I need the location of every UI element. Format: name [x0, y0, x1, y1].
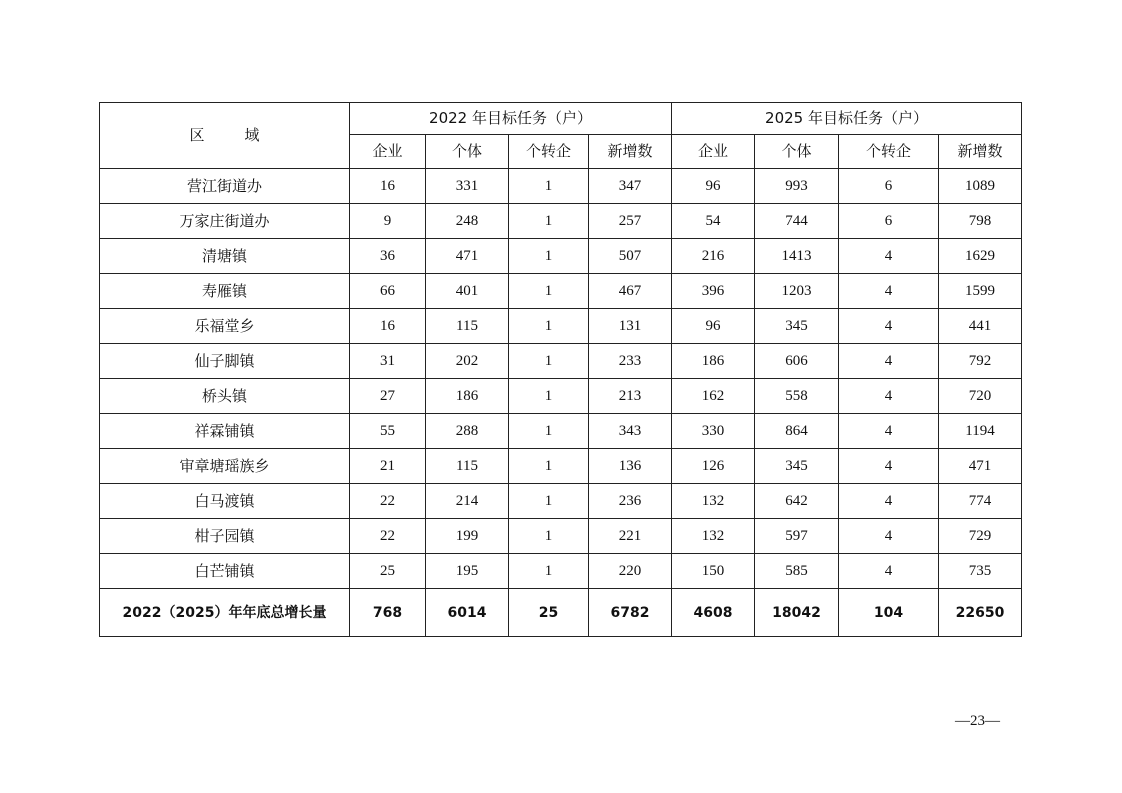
cell-2022-individual: 115 — [426, 449, 509, 484]
cell-2025-converted: 4 — [839, 519, 939, 554]
cell-2022-enterprise: 22 — [350, 519, 426, 554]
total-2022-new-total: 6782 — [589, 589, 672, 637]
table-row — [100, 169, 1022, 204]
cell-2022-individual: 401 — [426, 274, 509, 309]
cell-2022-individual: 331 — [426, 169, 509, 204]
column-header-2022-new-total: 新增数 — [589, 135, 672, 169]
cell-2025-new-total: 471 — [939, 449, 1022, 484]
cell-2025-converted: 4 — [839, 309, 939, 344]
cell-2025-new-total: 441 — [939, 309, 1022, 344]
total-2022-individual: 6014 — [426, 589, 509, 637]
cell-2022-individual: 471 — [426, 239, 509, 274]
cell-2025-new-total: 792 — [939, 344, 1022, 379]
cell-2025-enterprise: 126 — [672, 449, 755, 484]
table-row — [100, 344, 1022, 379]
column-header-2022-individual: 个体 — [426, 135, 509, 169]
cell-2025-individual: 1413 — [755, 239, 839, 274]
column-header-2022-converted: 个转企 — [509, 135, 589, 169]
column-header-2025-new-total: 新增数 — [939, 135, 1022, 169]
cell-2022-new-total: 236 — [589, 484, 672, 519]
cell-2025-converted: 4 — [839, 554, 939, 589]
cell-2022-individual: 248 — [426, 204, 509, 239]
cell-2022-individual: 199 — [426, 519, 509, 554]
region-cell: 仙子脚镇 — [100, 344, 350, 379]
cell-2025-individual: 597 — [755, 519, 839, 554]
cell-2025-individual: 585 — [755, 554, 839, 589]
total-label: 2022（2025）年年底总增长量 — [100, 589, 350, 637]
page-number: —23— — [955, 713, 1000, 729]
cell-2025-individual: 993 — [755, 169, 839, 204]
cell-2022-converted: 1 — [509, 169, 589, 204]
cell-2022-converted: 1 — [509, 414, 589, 449]
cell-2022-enterprise: 36 — [350, 239, 426, 274]
cell-2022-enterprise: 21 — [350, 449, 426, 484]
target-task-table — [99, 102, 1022, 637]
region-cell: 审章塘瑶族乡 — [100, 449, 350, 484]
cell-2022-converted: 1 — [509, 204, 589, 239]
cell-2025-converted: 4 — [839, 449, 939, 484]
cell-2022-new-total: 220 — [589, 554, 672, 589]
cell-2025-enterprise: 150 — [672, 554, 755, 589]
cell-2022-individual: 186 — [426, 379, 509, 414]
table-row — [100, 554, 1022, 589]
cell-2025-new-total: 720 — [939, 379, 1022, 414]
header-row-groups — [100, 103, 1022, 135]
region-header-char-1: 区 — [189, 126, 205, 144]
cell-2025-new-total: 798 — [939, 204, 1022, 239]
cell-2022-enterprise: 55 — [350, 414, 426, 449]
cell-2025-converted: 4 — [839, 344, 939, 379]
cell-2025-converted: 4 — [839, 484, 939, 519]
total-2025-converted: 104 — [839, 589, 939, 637]
cell-2022-converted: 1 — [509, 274, 589, 309]
group-header-2025: 2025 年目标任务（户） — [672, 103, 1022, 135]
region-cell: 白马渡镇 — [100, 484, 350, 519]
cell-2025-converted: 4 — [839, 274, 939, 309]
cell-2022-new-total: 233 — [589, 344, 672, 379]
cell-2022-new-total: 507 — [589, 239, 672, 274]
cell-2025-converted: 6 — [839, 204, 939, 239]
cell-2022-new-total: 221 — [589, 519, 672, 554]
region-cell: 营江街道办 — [100, 169, 350, 204]
cell-2025-individual: 1203 — [755, 274, 839, 309]
cell-2022-enterprise: 27 — [350, 379, 426, 414]
cell-2025-enterprise: 396 — [672, 274, 755, 309]
cell-2025-new-total: 1194 — [939, 414, 1022, 449]
cell-2025-new-total: 1629 — [939, 239, 1022, 274]
total-2025-individual: 18042 — [755, 589, 839, 637]
table-row — [100, 484, 1022, 519]
cell-2022-converted: 1 — [509, 239, 589, 274]
cell-2025-enterprise: 96 — [672, 169, 755, 204]
cell-2022-converted: 1 — [509, 484, 589, 519]
table-row — [100, 379, 1022, 414]
table-row — [100, 274, 1022, 309]
table-row — [100, 204, 1022, 239]
total-2025-new-total: 22650 — [939, 589, 1022, 637]
table-body — [100, 169, 1022, 637]
group-header-2022: 2022 年目标任务（户） — [350, 103, 672, 135]
cell-2022-new-total: 213 — [589, 379, 672, 414]
cell-2022-enterprise: 22 — [350, 484, 426, 519]
cell-2025-converted: 4 — [839, 379, 939, 414]
cell-2022-enterprise: 25 — [350, 554, 426, 589]
cell-2025-individual: 864 — [755, 414, 839, 449]
column-header-2025-converted: 个转企 — [839, 135, 939, 169]
cell-2022-converted: 1 — [509, 379, 589, 414]
column-header-2025-individual: 个体 — [755, 135, 839, 169]
region-cell: 柑子园镇 — [100, 519, 350, 554]
table-row — [100, 309, 1022, 344]
column-header-2025-enterprise: 企业 — [672, 135, 755, 169]
region-cell: 祥霖铺镇 — [100, 414, 350, 449]
table-row — [100, 519, 1022, 554]
region-header-char-2: 域 — [244, 126, 260, 144]
cell-2022-new-total: 347 — [589, 169, 672, 204]
cell-2025-enterprise: 54 — [672, 204, 755, 239]
cell-2025-enterprise: 96 — [672, 309, 755, 344]
cell-2022-individual: 202 — [426, 344, 509, 379]
cell-2022-new-total: 257 — [589, 204, 672, 239]
cell-2025-converted: 6 — [839, 169, 939, 204]
cell-2025-individual: 642 — [755, 484, 839, 519]
cell-2025-individual: 558 — [755, 379, 839, 414]
cell-2022-new-total: 136 — [589, 449, 672, 484]
cell-2022-individual: 214 — [426, 484, 509, 519]
cell-2025-converted: 4 — [839, 414, 939, 449]
cell-2022-enterprise: 16 — [350, 309, 426, 344]
cell-2022-individual: 288 — [426, 414, 509, 449]
cell-2022-enterprise: 31 — [350, 344, 426, 379]
total-2022-enterprise: 768 — [350, 589, 426, 637]
cell-2022-converted: 1 — [509, 344, 589, 379]
region-cell: 乐福堂乡 — [100, 309, 350, 344]
cell-2025-enterprise: 132 — [672, 519, 755, 554]
cell-2022-converted: 1 — [509, 519, 589, 554]
cell-2025-new-total: 735 — [939, 554, 1022, 589]
cell-2025-individual: 345 — [755, 449, 839, 484]
cell-2022-converted: 1 — [509, 554, 589, 589]
cell-2025-enterprise: 216 — [672, 239, 755, 274]
cell-2025-enterprise: 162 — [672, 379, 755, 414]
region-cell: 寿雁镇 — [100, 274, 350, 309]
cell-2025-individual: 744 — [755, 204, 839, 239]
cell-2022-individual: 115 — [426, 309, 509, 344]
cell-2022-new-total: 131 — [589, 309, 672, 344]
region-cell: 白芒铺镇 — [100, 554, 350, 589]
cell-2025-individual: 345 — [755, 309, 839, 344]
cell-2025-enterprise: 186 — [672, 344, 755, 379]
column-header-2022-enterprise: 企业 — [350, 135, 426, 169]
cell-2022-enterprise: 16 — [350, 169, 426, 204]
cell-2022-new-total: 343 — [589, 414, 672, 449]
cell-2025-enterprise: 330 — [672, 414, 755, 449]
region-cell: 清塘镇 — [100, 239, 350, 274]
cell-2025-new-total: 774 — [939, 484, 1022, 519]
cell-2025-new-total: 1089 — [939, 169, 1022, 204]
cell-2022-converted: 1 — [509, 309, 589, 344]
cell-2025-new-total: 729 — [939, 519, 1022, 554]
region-cell: 万家庄街道办 — [100, 204, 350, 239]
table-row — [100, 449, 1022, 484]
table-row — [100, 239, 1022, 274]
cell-2022-enterprise: 66 — [350, 274, 426, 309]
cell-2022-enterprise: 9 — [350, 204, 426, 239]
region-header — [100, 103, 350, 169]
total-row — [100, 589, 1022, 637]
cell-2022-individual: 195 — [426, 554, 509, 589]
region-cell: 桥头镇 — [100, 379, 350, 414]
cell-2025-individual: 606 — [755, 344, 839, 379]
cell-2025-enterprise: 132 — [672, 484, 755, 519]
cell-2022-new-total: 467 — [589, 274, 672, 309]
table-row — [100, 414, 1022, 449]
cell-2025-converted: 4 — [839, 239, 939, 274]
total-2022-converted: 25 — [509, 589, 589, 637]
total-2025-enterprise: 4608 — [672, 589, 755, 637]
cell-2022-converted: 1 — [509, 449, 589, 484]
cell-2025-new-total: 1599 — [939, 274, 1022, 309]
